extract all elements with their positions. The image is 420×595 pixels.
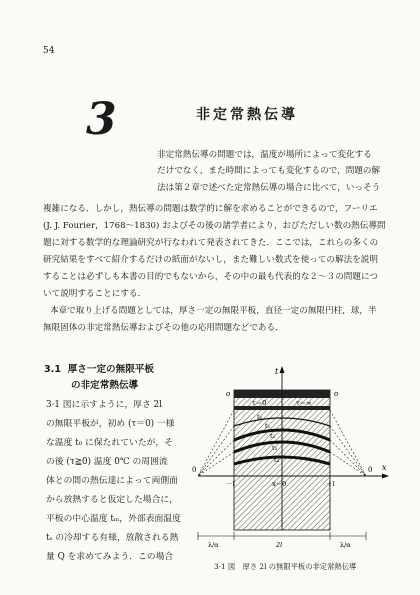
chapter-title: 非定常熱伝導 (196, 107, 298, 123)
intro-line-2: だけでなく，また時間によっても変化するので，問題の解 (157, 166, 381, 176)
surface-point-left: o (226, 390, 231, 398)
temp-t1-label: t₁ (265, 422, 271, 430)
section-line-7: 平板の中心温度 tₘ，外部表面温度 (46, 514, 181, 524)
temp-t3-label: t₃ (272, 444, 278, 452)
section-line-3: な温度 t₀ に保たれていたが，そ (46, 438, 174, 448)
initial-temperature-line (234, 406, 330, 410)
plus-l-label: ＋l (326, 480, 335, 488)
intro-line-3: 法は第２章で述べた定常熱伝導の場合に比べて，いっそう (157, 183, 381, 193)
chapter-number: 3 (86, 94, 115, 145)
temp-t2-label: t₂ (270, 432, 276, 440)
section-title-line2: の非定常熱伝導 (71, 380, 139, 391)
section-line-8: tₛ の冷却する有様，放散される熱 (46, 533, 179, 543)
plate-cooling-figure (190, 362, 390, 558)
section-number: 3.1 (44, 364, 61, 375)
initial-time-label: τ＝0 (252, 399, 267, 407)
intro-line-8: することは必ずしも本書の目的でもないから，その中の最も代表的な２～３の問題につ (43, 272, 378, 282)
scope-line-2: 無限固体の非定常熱伝導およびその他の応用問題などである． (43, 323, 284, 333)
x-axis-label: x (382, 463, 387, 472)
figure-caption: 3·1 図 厚さ 2l の無限平板の非定常熱伝導 (214, 562, 357, 571)
section-line-1: 3·1 図に示すように，厚さ 2l (46, 400, 162, 410)
section-line-9: 量 Q を求めてみよう．この場合 (46, 552, 174, 562)
section-line-4: の後 (τ≧0) 温度 0℃ の周囲流 (46, 457, 168, 467)
intro-line-1: 非定常熱伝導の問題では，温度が場所によって変化する (157, 150, 372, 160)
zero-left-label: 0 (192, 466, 197, 474)
lambda-alpha-left-label: λ/α (208, 541, 219, 549)
section-line-2: の無限平板が，初め (τ＝0) 一様 (46, 419, 175, 429)
temp-t0-label: t₀ (257, 413, 263, 421)
lambda-alpha-right-label: λ/α (340, 541, 351, 549)
section-title-line1: 厚さ一定の無限平板 (67, 364, 155, 375)
page-number: 54 (43, 46, 55, 56)
t-axis-arrow (280, 366, 285, 373)
intro-line-4: 複雑になる．しかし，熱伝導の問題は数学的に解を求めることができるので，フーリエ (43, 204, 378, 214)
thickness-label: 2l (276, 541, 283, 549)
dimension-lines (198, 532, 366, 540)
infinite-time-label: τ＝∞ (296, 399, 312, 407)
section-line-5: 体との間の熱伝達によって両側面 (46, 476, 178, 486)
intro-line-6: 題に対する数学的な理論研究が行なわれて発表されてきた．ここでは，これらの多くの (43, 238, 379, 248)
scope-line-1: 本章で取り上げる問題としては，厚さ一定の無限平板，直径一定の無限円柱，球，半 (50, 306, 377, 316)
section-line-6: から放熱すると仮定した場合に， (46, 495, 178, 505)
intro-line-5: (J. J. Fourier，1768～1830) およびその後の諸学者により，おびただしい数の熱伝導問 (43, 221, 386, 231)
center-label: x＝0 (272, 480, 287, 488)
surface-point-right: o (334, 390, 339, 398)
intro-line-7: 研究結果をすべて紹介するだけの紙面がないし，また難しい数式を使っての解法を説明 (43, 255, 378, 265)
intro-line-9: いて説明することにする． (43, 289, 147, 299)
temp-t4-label: t₄ (274, 456, 280, 464)
t-axis-label: t (275, 367, 279, 376)
section-heading (44, 362, 154, 378)
minus-l-label: －l (226, 480, 235, 488)
zero-right-label: 0 (368, 466, 373, 474)
x-axis-arrow (382, 474, 389, 479)
